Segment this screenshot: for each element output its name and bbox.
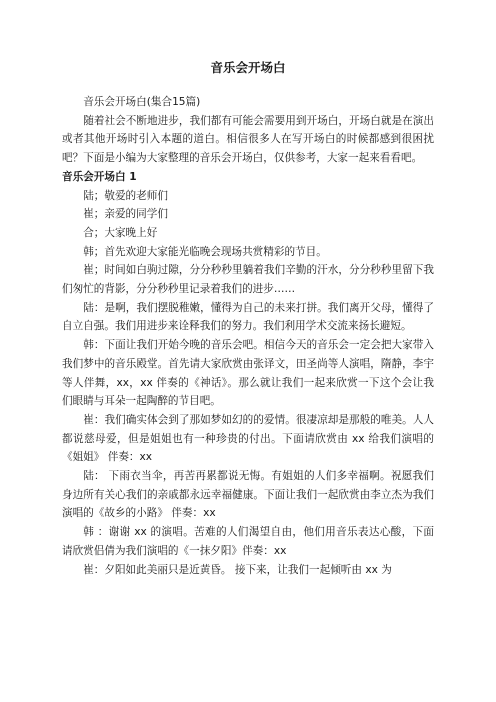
paragraph: 崔：我们确实体会到了那如梦如幻的的爱情。很凄凉却是那般的唯美。人人都说慈母爱，但是姐姐也有一种珍贵的付出。下面请欣赏由 xx 给我们演唱的《姐姐》 伴奏：xx — [62, 413, 434, 464]
section-heading: 音乐会开场白 1 — [62, 170, 137, 183]
document-body — [62, 93, 434, 579]
paragraph: 陆： 下雨衣当伞，再苦再累都说无悔。有姐姐的人们多幸福啊。祝愿我们身边所有关心我们的亲戚都永远幸福健康。下面让我们一起欣赏由李立杰为我们演唱的《故乡的小路》 伴奏：xx — [62, 470, 434, 520]
paragraph-intro: 随着社会不断地进步，我们都有可能会需要用到开场白，开场白就是在演出或者其他开场时引入本题的道白。相信很多人在写开场白的时候都感到很困扰吧？下面是小编为大家整理的音乐会开场白，仅供参考，大家一起来看看吧。 — [62, 114, 434, 165]
paragraph: 陆：是啊，我们摆脱稚嫩，懂得为自己的未来打拼。我们离开父母，懂得了自立自强。我们用进步来诠释我们的努力。我们利用学术交流来扬长避短。 — [62, 301, 434, 333]
paragraph: 崔；亲爱的同学们 — [83, 208, 168, 221]
paragraph: 韩；首先欢迎大家能光临晚会现场共赏精彩的节目。 — [83, 245, 327, 258]
paragraph: 合；大家晚上好 — [83, 226, 158, 239]
paragraph-subtitle: 音乐会开场白(集合15篇) — [83, 96, 201, 108]
document-title: 音乐会开场白 — [210, 60, 286, 75]
paragraph: 陆；敬爱的老师们 — [83, 189, 168, 202]
paragraph: 韩 ：谢谢 xx 的演唱。苦难的人们渴望自由，他们用音乐表达心酸，下面请欣赏侣倩为我们演唱的《一抹夕阳》伴奏：xx — [62, 526, 434, 557]
paragraph: 崔；时间如白驹过隙，分分秒秒里躺着我们辛勤的汗水，分分秒秒里留下我们匆忙的背影，分分秒秒里记录着我们的进步…… — [62, 264, 434, 296]
paragraph: 韩：下面让我们开始今晚的音乐会吧。相信今天的音乐会一定会把大家带入我们梦中的音乐殿堂。首先请大家欣赏由张译文，田圣尚等人演唱，隋静，李宇等人伴舞，xx，xx 伴奏的《神话》。那么就让我们一起来欣赏一下这个会让我们眼睛与耳朵一起陶醉的节目吧。 — [62, 339, 434, 408]
paragraph: 崔：夕阳如此美丽只是近黄昏。 接下来，让我们一起倾听由 xx 为 — [83, 563, 392, 576]
